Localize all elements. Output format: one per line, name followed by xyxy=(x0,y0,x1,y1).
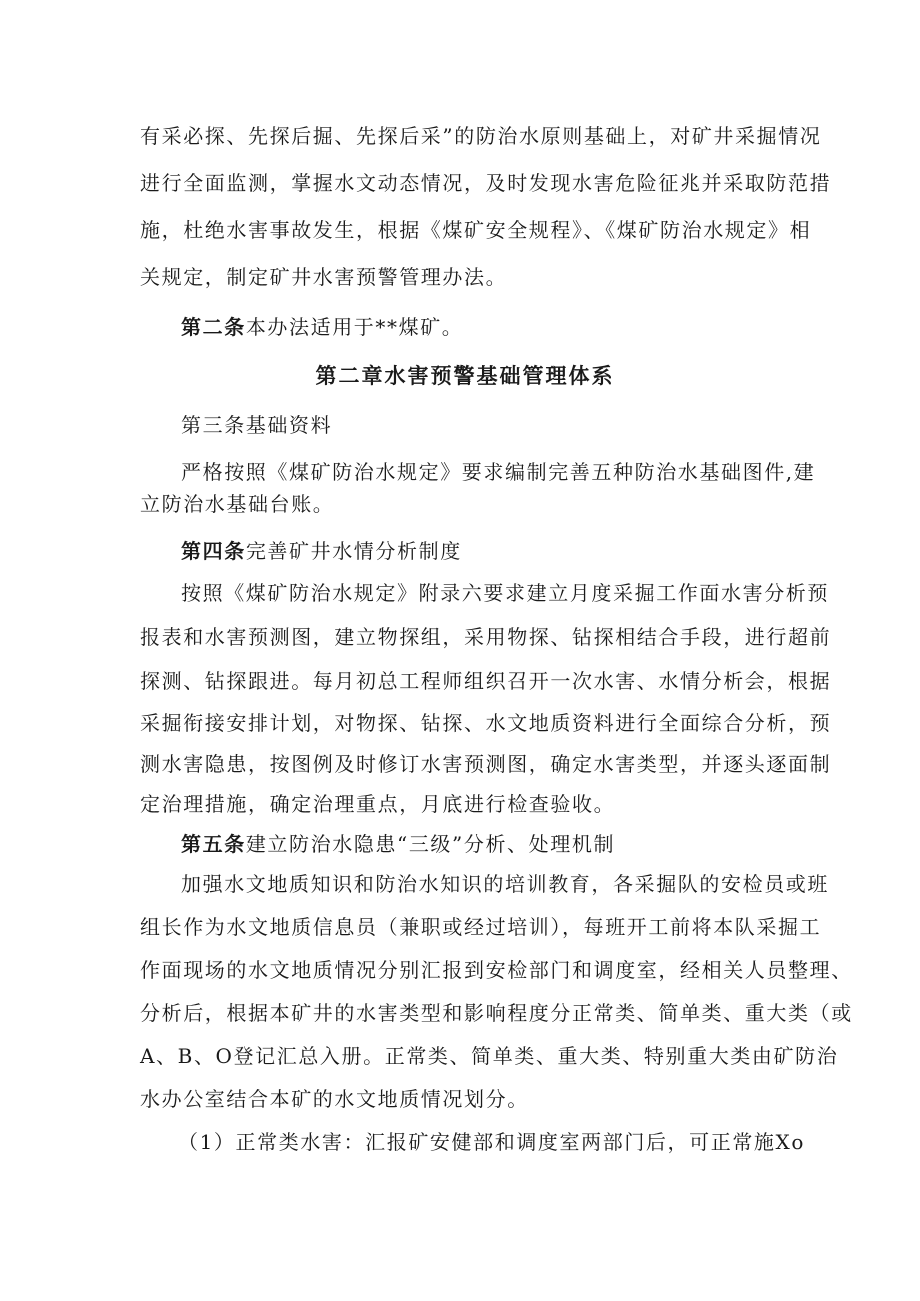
article-4-line-3: 探测、钻探跟进。每月初总工程师组织召开一次水害、水情分析会，根据 xyxy=(140,669,832,693)
article-5-title: 建立防治水隐患“三级”分析、处理机制 xyxy=(245,832,616,856)
intro-line-2: 进行全面监测，掌握水文动态情况，及时发现水害危险征兆并采取防范措 xyxy=(140,171,832,195)
article-3-line-2: 立防治水基础台账。 xyxy=(140,492,335,516)
article-5-line-4: 分析后，根据本矿井的水害类型和影响程度分正常类、简单类、重大类（或 xyxy=(140,1001,853,1025)
article-4-line-2: 报表和水害预测图，建立物探组，采用物探、钻探相结合手段，进行超前 xyxy=(140,625,832,649)
article-2 xyxy=(181,313,790,341)
intro-line-1: 有采必探、先探后掘、先探后采”的防治水原则基础上，对矿井采掘情况 xyxy=(140,124,822,148)
article-4-line-4: 采掘衔接安排计划，对物探、钻探、水文地质资料进行全面综合分析，预 xyxy=(140,711,832,735)
article-4-line-5: 测水害隐患，按图例及时修订水害预测图，确定水害类型，并逐头逐面制 xyxy=(140,752,832,776)
article-5-line-2: 组长作为水文地质信息员（兼职或经过培训），每班开工前将本队采掘工 xyxy=(140,915,822,939)
article-2-text: 本办法适用于**煤矿。 xyxy=(245,315,464,339)
intro-line-3: 施，杜绝水害事故发生，根据《煤矿安全规程》、《煤矿防治水规定》相 xyxy=(140,218,812,242)
article-5-line-1: 加强水文地质知识和防治水知识的培训教育，各采掘队的安检员或班 xyxy=(181,872,829,896)
chapter-2-heading: 第二章水害预警基础管理体系 xyxy=(315,364,615,388)
article-5-heading xyxy=(181,830,790,858)
article-4-line-6: 定治理措施，确定治理重点，月底进行检查验收。 xyxy=(140,792,616,816)
article-2-label: 第二条 xyxy=(181,315,246,339)
article-3-line-1: 严格按照《煤矿防治水规定》要求编制完善五种防治水基础图件,建 xyxy=(181,460,816,484)
article-5-label: 第五条 xyxy=(181,832,246,856)
article-3-title: 第三条基础资料 xyxy=(181,413,333,437)
item-1: （1）正常类水害：汇报矿安健部和调度室两部门后，可正常施Xo xyxy=(178,1130,806,1154)
article-4-title: 完善矿井水情分析制度 xyxy=(245,539,462,563)
article-4-line-1: 按照《煤矿防治水规定》附录六要求建立月度采掘工作面水害分析预 xyxy=(181,581,829,605)
article-4-heading xyxy=(181,537,790,565)
article-4-label: 第四条 xyxy=(181,539,246,563)
article-5-line-3: 作面现场的水文地质情况分别汇报到安检部门和调度室，经相关人员整理、 xyxy=(140,958,853,982)
article-5-line-6: 水办公室结合本矿的水文地质情况划分。 xyxy=(140,1087,529,1111)
article-5-line-5: A、B、O登记汇总入册。正常类、简单类、重大类、特别重大类由矿防治 xyxy=(140,1044,839,1068)
intro-line-4: 关规定，制定矿井水害预警管理办法。 xyxy=(140,265,508,289)
